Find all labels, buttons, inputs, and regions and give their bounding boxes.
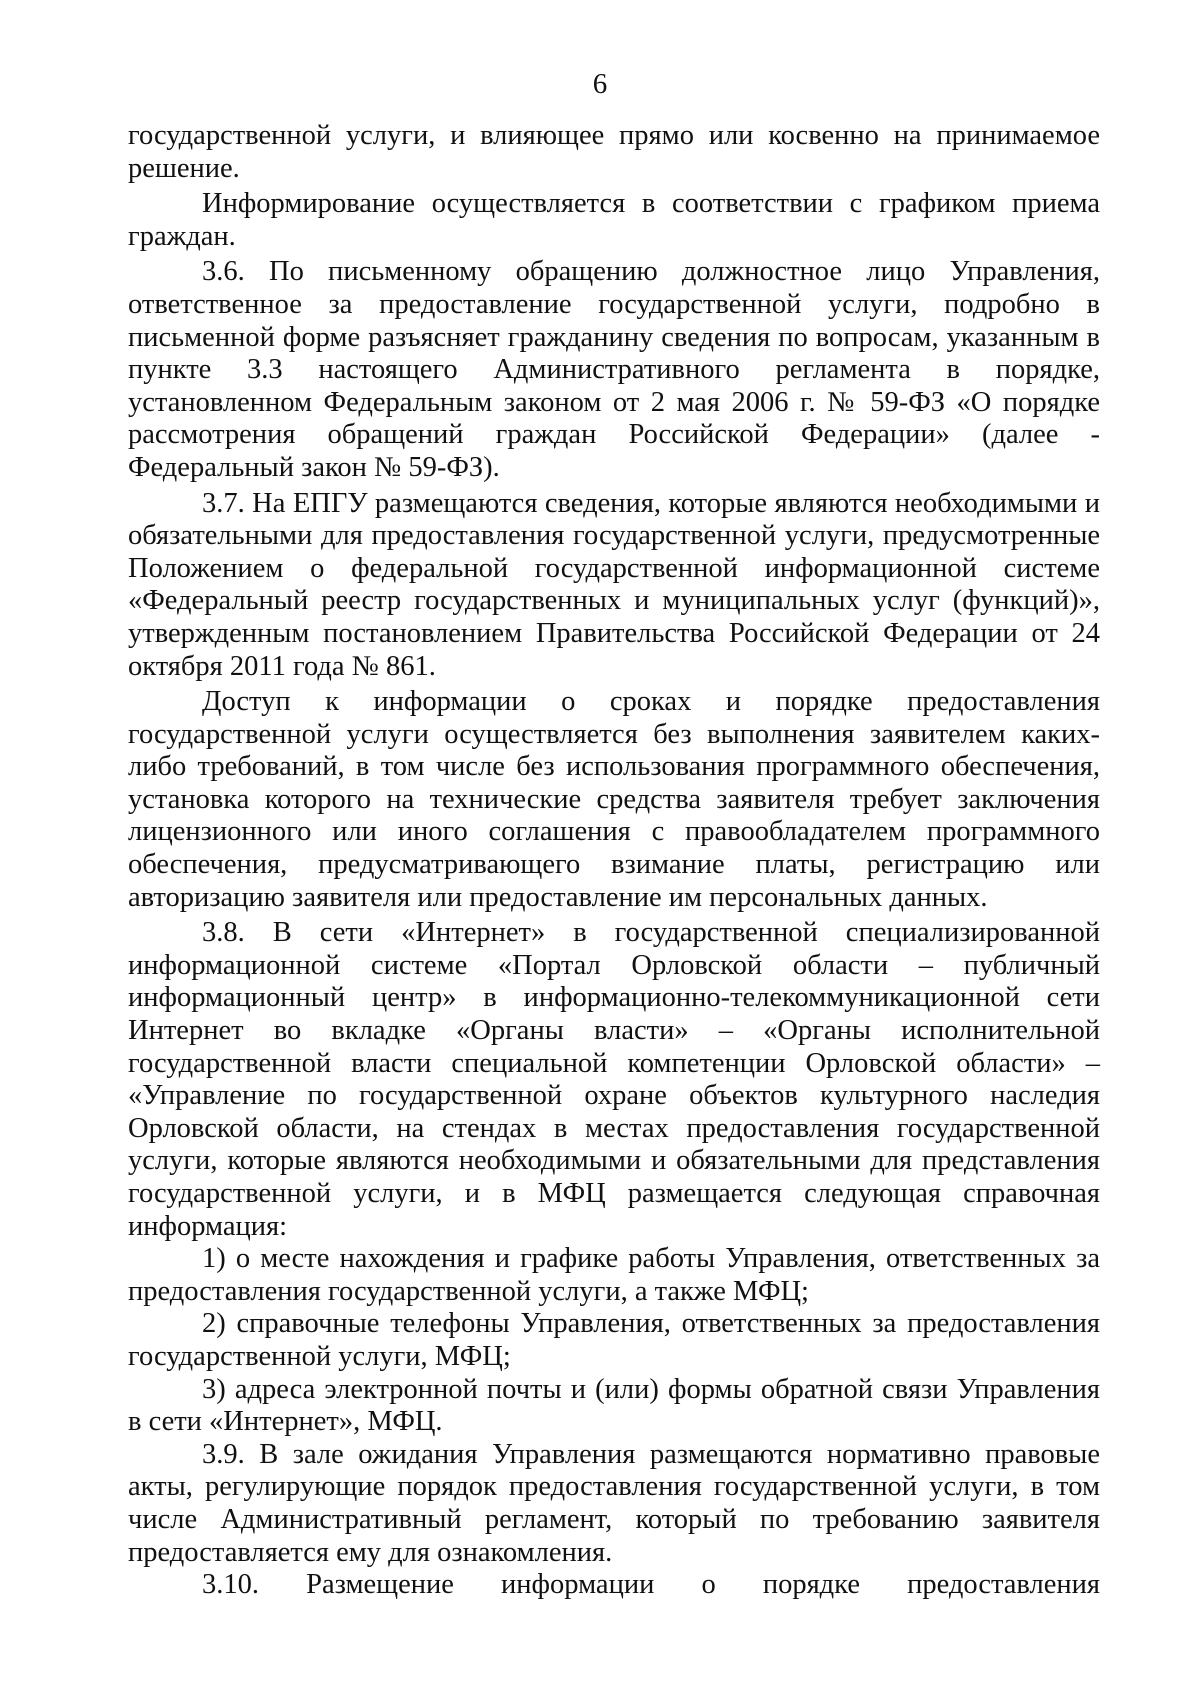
paragraph-3-9: 3.9. В зале ожидания Управления размещаются нормативно правовые акты, регулирующие порядок предоставления государственной услуги, в том числе Административный регламент, который по требованию заявителя предоставляется ему для ознакомления. xyxy=(128,1438,1100,1568)
document-body xyxy=(128,120,1100,1602)
paragraph-3-7: 3.7. На ЕПГУ размещаются сведения, которые являются необходимыми и обязательными для предоставления государственной услуги, предусмотренные Положением о федеральной государственной информационной системе «Федеральный реестр государственных и муниципальных услуг (функций)», утвержденным постановлением Правительства Российской Федерации от 24 октября 2011 года № 861. xyxy=(128,487,1100,682)
list-item-3: 3) адреса электронной почты и (или) формы обратной связи Управления в сети «Интернет», МФЦ. xyxy=(128,1373,1100,1438)
list-item-2: 2) справочные телефоны Управления, ответственных за предоставления государственной услуги, МФЦ; xyxy=(128,1308,1100,1372)
paragraph-continuation: государственной услуги, и влияющее прямо или косвенно на принимаемое решение. xyxy=(128,120,1100,184)
paragraph-3-6: 3.6. По письменному обращению должностное лицо Управления, ответственное за предоставление государственной услуги, подробно в письменной форме разъясняет гражданину сведения по вопросам, указанным в пункте 3.3 настоящего Административного регламента в порядке, установленном Федеральным законом от 2 мая 2006 г. № 59-ФЗ «О порядке рассмотрения обращений граждан Российской Федерации» (далее - Федеральный закон № 59-ФЗ). xyxy=(128,256,1100,483)
list-item-1: 1) о месте нахождения и графике работы Управления, ответственных за предоставления государственной услуги, а также МФЦ; xyxy=(128,1243,1100,1307)
paragraph-3-8: 3.8. В сети «Интернет» в государственной специализированной информационной системе «Портал Орловской области – публичный информационный центр» в информационно-телекоммуникационной сети Интернет во вкладке «Органы власти» – «Органы исполнительной государственной власти специальной компетенции Орловской области» – «Управление по государственной охране объектов культурного наследия Орловской области, на стендах в местах предоставления государственной услуги, которые являются необходимыми и обязательными для представления государственной услуги, и в МФЦ размещается следующая справочная информация: xyxy=(128,917,1100,1242)
paragraph-access: Доступ к информации о сроках и порядке предоставления государственной услуги осуществляется без выполнения заявителем каких-либо требований, в том числе без использования программного обеспечения, установка которого на технические средства заявителя требует заключения лицензионного или иного соглашения с правообладателем программного обеспечения, предусматривающего взимание платы, регистрацию или авторизацию заявителя или предоставление им персональных данных. xyxy=(128,686,1100,913)
page-number: 6 xyxy=(592,68,608,100)
paragraph-3-10: 3.10. Размещение информации о порядке предоставления xyxy=(202,1569,1100,1601)
paragraph-informing: Информирование осуществляется в соответствии с графиком приема граждан. xyxy=(128,188,1100,252)
